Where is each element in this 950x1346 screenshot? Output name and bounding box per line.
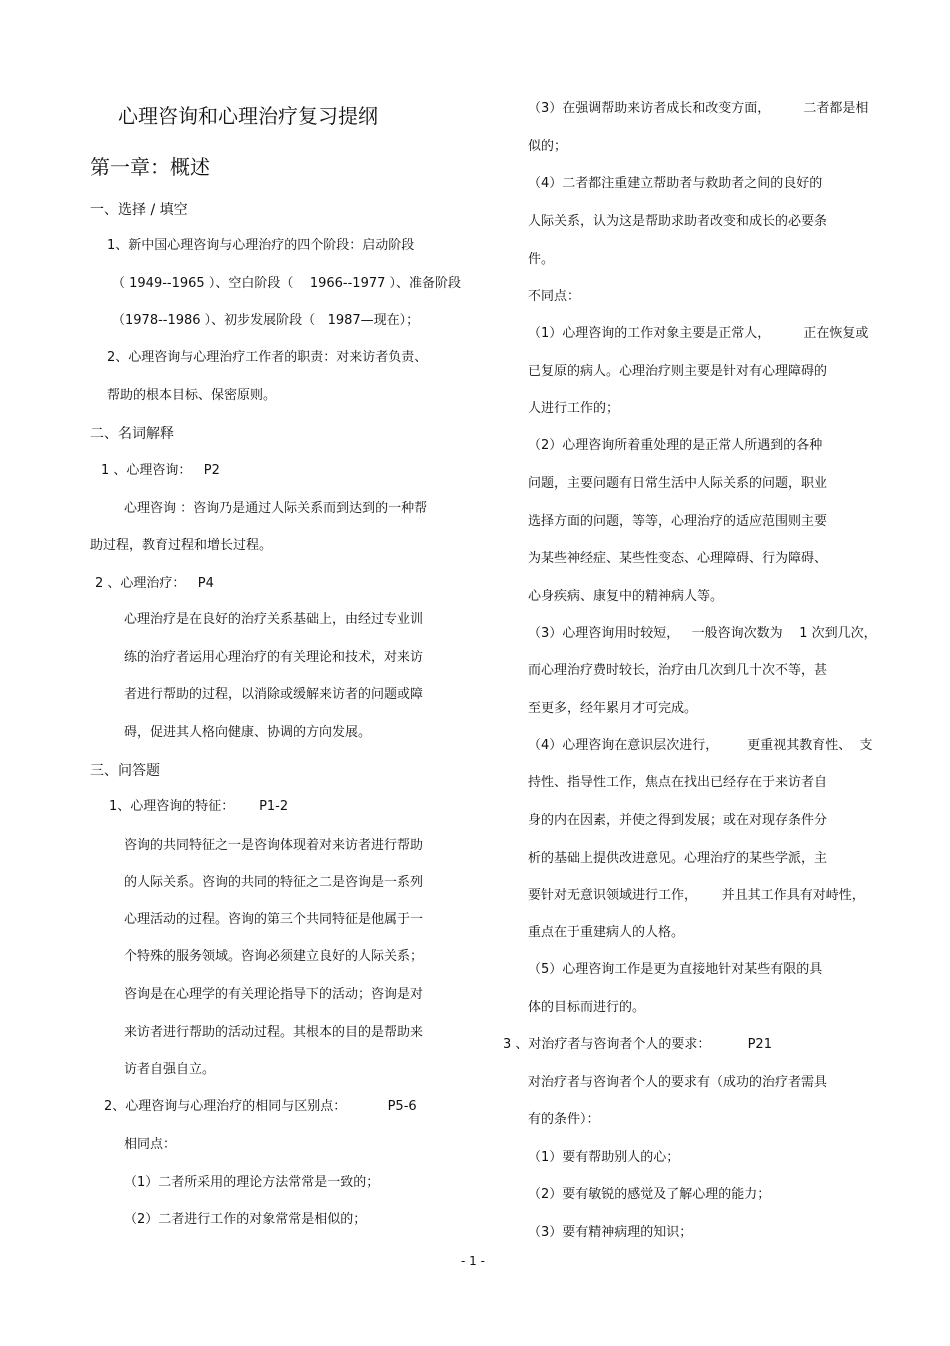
text-line: 咨询是在心理学的有关理论指导下的活动；咨询是对 [124,987,424,1002]
text-line: 选择方面的问题，等等，心理治疗的适应范围则主要 [528,514,828,529]
text-line: 至更多，经年累月才可完成。 [528,701,698,716]
text-line: 不同点： [528,289,581,304]
text-line: （4）心理咨询在意识层次进行， 更重视其教育性、 支 [528,738,873,753]
text-line: 而心理治疗费时较长，治疗由几次到几十次不等，甚 [528,663,828,678]
text-line: 要针对无意识领域进行工作， 并且其工作具有对峙性， [528,888,865,903]
text-line: 心理咨询 ：咨询乃是通过人际关系而到达到的一种帮 [124,501,428,516]
text-line: 对治疗者与咨询者个人的要求有（成功的治疗者需具 [528,1075,828,1090]
text-line: （1）心理咨询的工作对象主要是正常人， 正在恢复或 [528,326,869,341]
text-line: 碍，促进其人格向健康、协调的方向发展。 [124,725,372,740]
text-line: 者进行帮助的过程，以消除或缓解来访者的问题或障 [124,687,424,702]
text-line: 析的基础上提供改进意见。心理治疗的某些学派，主 [528,851,828,866]
text-line: 心身疾病、康复中的精神病人等。 [528,589,724,604]
text-line: 人际关系，认为这是帮助求助者改变和成长的必要条 [528,214,828,229]
text-line: （5）心理咨询工作是更为直接地针对某些有限的具 [528,962,823,977]
text-line: 心理活动的过程。咨询的第三个共同特征是他属于一 [124,912,424,927]
text-line: （4）二者都注重建立帮助者与救助者之间的良好的 [528,176,823,191]
text-line: （ 1949--1965 ）、空白阶段（ 1966--1977 ）、准备阶段 [112,276,462,291]
text-line: 体的目标而进行的。 [528,1000,646,1015]
text-line: （2）心理咨询所着重处理的是正常人所遇到的各种 [528,438,823,453]
text-line: 相同点： [124,1137,177,1152]
question-title: 3 、对治疗者与咨询者个人的要求： P21 [503,1037,772,1052]
document-title: 心理咨询和心理治疗复习提纲 [118,104,378,128]
term-title: 1 、心理咨询： P2 [101,463,220,478]
text-line: 咨询的共同特征之一是咨询体现着对来访者进行帮助 [124,838,424,853]
text-line: （1）要有帮助别人的心； [528,1150,680,1165]
text-line: 帮助的根本目标、保密原则。 [107,388,277,403]
text-line: 心理治疗是在良好的治疗关系基础上，由经过专业训 [124,612,424,627]
section-heading-terms: 二、名词解释 [90,426,174,442]
text-line: 助过程，教育过程和增长过程。 [90,538,273,553]
page-number: - 1 - [461,1254,485,1268]
text-line: 已复原的病人。心理治疗则主要是针对有心理障碍的 [528,364,828,379]
section-heading-choice: 一、选择 / 填空 [90,202,188,218]
text-line: （2）要有敏锐的感觉及了解心理的能力； [528,1187,771,1202]
chapter-heading: 第一章：概述 [90,155,210,179]
question-title: 1、心理咨询的特征： P1-2 [109,799,289,814]
section-heading-questions: 三、问答题 [90,763,160,779]
text-line: 1、新中国心理咨询与心理治疗的四个阶段：启动阶段 [107,238,415,253]
text-line: 有的条件）： [528,1112,600,1127]
text-line: 来访者进行帮助的活动过程。其根本的目的是帮助来 [124,1025,424,1040]
text-line: 似的； [528,139,568,154]
text-line: 练的治疗者运用心理治疗的有关理论和技术，对来访 [124,650,424,665]
text-line: （3）心理咨询用时较短， 一般咨询次数为 1 次到几次， [528,626,877,641]
text-line: （1978--1986 ）、初步发展阶段（ 1987—现在）； [112,313,420,328]
text-line: 2、心理咨询与心理治疗工作者的职责：对来访者负责、 [107,350,428,365]
text-line: 访者自强自立。 [124,1062,216,1077]
text-line: 的人际关系。咨询的共同的特征之二是咨询是一系列 [124,875,424,890]
text-line: 人进行工作的； [528,401,620,416]
text-line: 件。 [528,252,555,267]
text-line: 个特殊的服务领域。咨询必须建立良好的人际关系； [124,949,424,964]
text-line: （3）要有精神病理的知识； [528,1225,693,1240]
term-title: 2 、心理治疗： P4 [95,576,214,591]
text-line: 问题，主要问题有日常生活中人际关系的问题，职业 [528,476,828,491]
text-line: 身的内在因素，并使之得到发展；或在对现存条件分 [528,813,828,828]
text-line: 重点在于重建病人的人格。 [528,925,685,940]
text-line: （2）二者进行工作的对象常常是相似的； [124,1212,367,1227]
question-title: 2、心理咨询与心理治疗的相同与区别点： P5-6 [104,1099,417,1114]
text-line: 为某些神经症、某些性变态、心理障碍、行为障碍、 [528,551,828,566]
text-line: （3）在强调帮助来访者成长和改变方面， 二者都是相 [528,101,869,116]
text-line: （1）二者所采用的理论方法常常是一致的； [124,1175,380,1190]
text-line: 持性、指导性工作，焦点在找出已经存在于来访者自 [528,775,828,790]
